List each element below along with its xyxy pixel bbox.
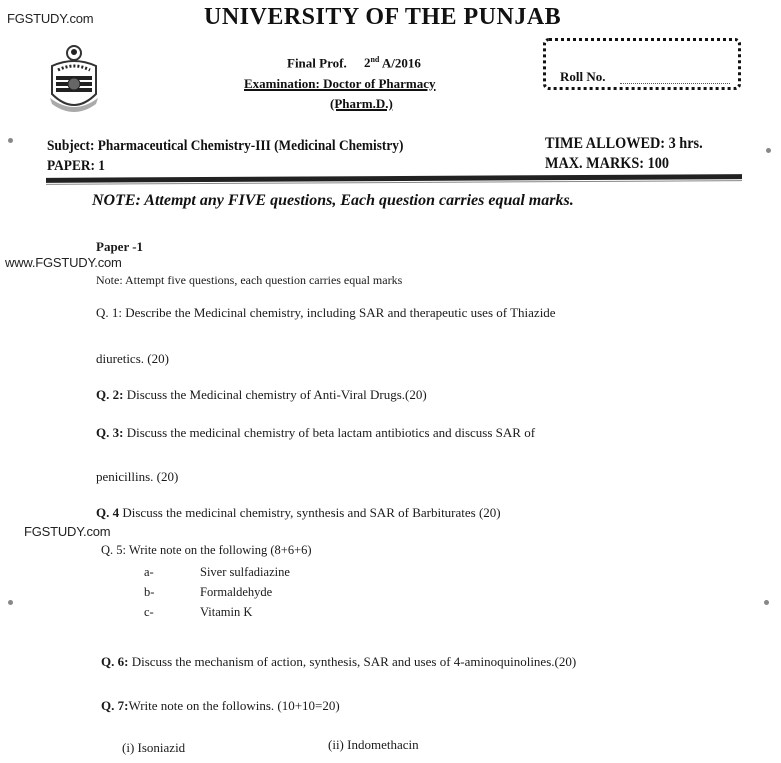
exam-session xyxy=(287,55,421,71)
question-number: Q. 3: xyxy=(96,425,124,440)
question-text: Write note on the followins. (10+10=20) xyxy=(128,698,340,713)
question-text: Describe the Medicinal chemistry, including SAR and therapeutic uses of Thiazide xyxy=(125,305,556,320)
item-text: Vitamin K xyxy=(200,605,253,619)
time-allowed: TIME ALLOWED: 3 hrs. xyxy=(545,135,703,152)
item-text: Formaldehyde xyxy=(200,585,273,599)
question-1 xyxy=(96,305,556,321)
question-3 xyxy=(96,425,535,441)
question-text: Discuss the medicinal chemistry, synthesis and SAR of Barbiturates (20) xyxy=(119,505,501,520)
watermark-lower: FGSTUDY.com xyxy=(24,524,111,539)
subject-line: Subject: Pharmaceutical Chemistry-III (Medicinal Chemistry) xyxy=(47,138,404,154)
item-label: c- xyxy=(144,605,154,619)
question-number: Q. 6: xyxy=(101,654,129,669)
university-crest-icon xyxy=(46,44,102,116)
roll-number-field[interactable] xyxy=(620,71,730,84)
question-text: Discuss the Medicinal chemistry of Anti-Viral Drugs.(20) xyxy=(123,387,427,402)
roll-number-label: Roll No. xyxy=(560,69,606,84)
degree-title: (Pharm.D.) xyxy=(330,96,393,111)
question-number: Q. 1: xyxy=(96,305,122,320)
question-text: Discuss the mechanism of action, synthesis, SAR and uses of 4-aminoquinolines.(20) xyxy=(128,654,577,669)
question-1-continued: diuretics. (20) xyxy=(96,351,169,366)
item-text: Indomethacin xyxy=(347,737,419,752)
question-number: Q. 2: xyxy=(96,387,124,402)
item-label: a- xyxy=(144,565,154,579)
question-2 xyxy=(96,387,427,403)
question-number: Q. 4 xyxy=(96,505,120,520)
scan-speck xyxy=(8,600,13,605)
question-5-item-c xyxy=(144,605,252,620)
question-5-item-a xyxy=(144,565,290,580)
question-4 xyxy=(96,505,501,521)
question-7 xyxy=(101,698,340,714)
watermark-middle: www.FGSTUDY.com xyxy=(5,255,122,270)
max-marks: MAX. MARKS: 100 xyxy=(545,155,669,172)
paper-line: PAPER: 1 xyxy=(47,158,105,174)
scan-speck xyxy=(766,148,771,153)
item-text: Isoniazid xyxy=(137,740,186,755)
item-text: Siver sulfadiazine xyxy=(200,565,290,579)
paper-heading: Paper -1 xyxy=(96,239,144,254)
session-sup: nd xyxy=(370,55,380,64)
examination-title: Examination: Doctor of Pharmacy xyxy=(244,76,436,91)
question-5 xyxy=(101,543,312,558)
item-label: (i) xyxy=(122,740,135,755)
question-text: Write note on the following (8+6+6) xyxy=(126,543,312,557)
question-6 xyxy=(101,654,576,670)
session-number: 2 xyxy=(363,55,371,71)
sub-note: Note: Attempt five questions, each question carries equal marks xyxy=(96,273,403,287)
question-number: Q. 7: xyxy=(101,698,129,713)
question-5-item-b xyxy=(144,585,272,600)
university-title: UNIVERSITY OF THE PUNJAB xyxy=(204,4,562,30)
question-text: Discuss the medicinal chemistry of beta lactam antibiotics and discuss SAR of xyxy=(123,425,536,440)
roll-number-box[interactable] xyxy=(543,38,741,90)
session-year: A/2016 xyxy=(379,55,421,71)
exam-name: Final Prof. xyxy=(287,55,347,71)
question-number: Q. 5: xyxy=(101,543,126,557)
watermark-top: FGSTUDY.com xyxy=(7,11,94,26)
main-note: NOTE: Attempt any FIVE questions, Each question carries equal marks. xyxy=(92,192,574,209)
item-label: b- xyxy=(144,585,155,599)
scan-speck xyxy=(8,138,13,143)
question-7-item-i xyxy=(122,740,185,756)
question-7-item-ii xyxy=(328,737,419,753)
item-label: (ii) xyxy=(328,737,344,752)
question-3-continued: penicillins. (20) xyxy=(96,469,179,484)
scan-speck xyxy=(764,600,769,605)
